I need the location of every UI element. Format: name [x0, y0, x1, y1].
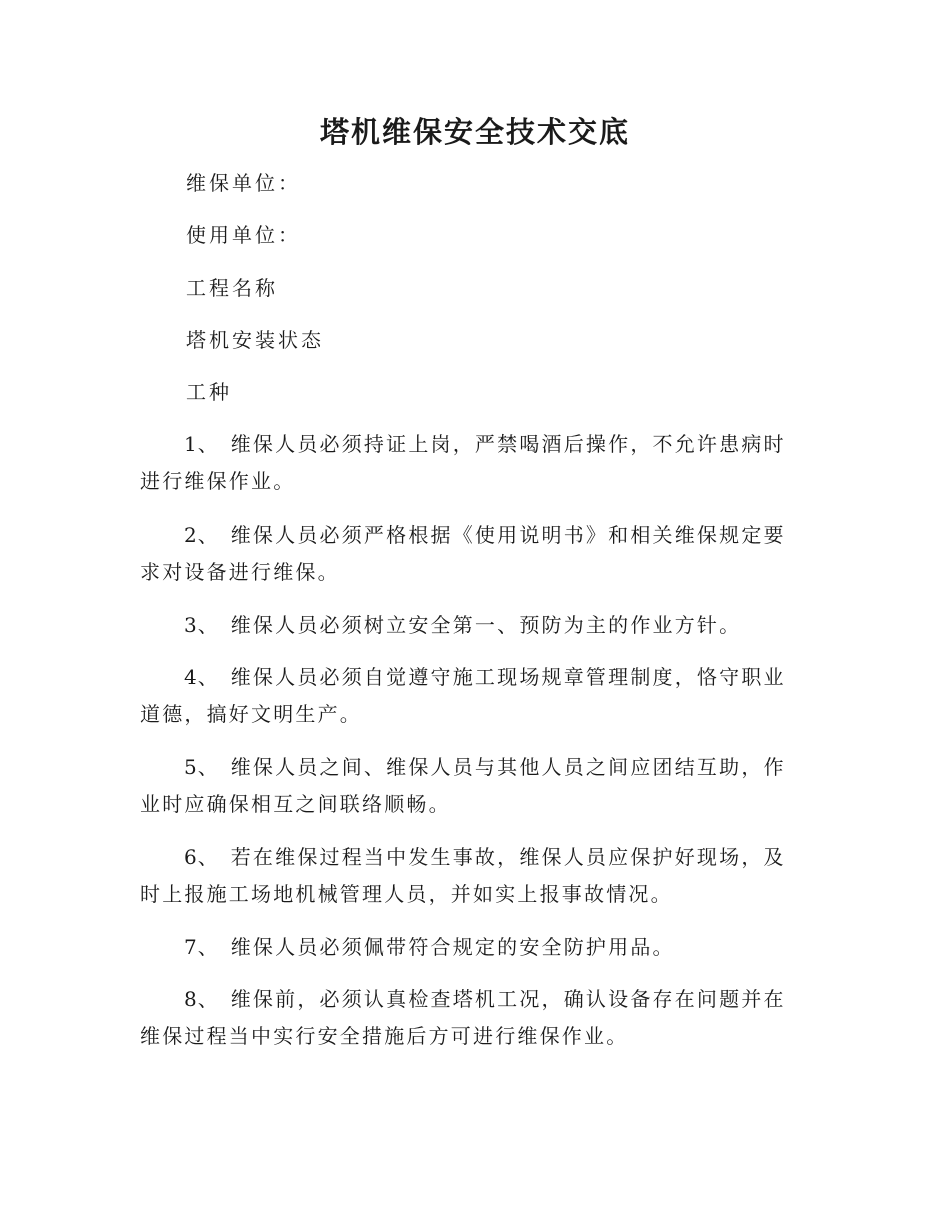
clause-number: 4、 [184, 665, 219, 689]
clause-item [140, 607, 796, 644]
clause-text: 维保人员必须自觉遵守施工现场规章管理制度，恪守职业道德，搞好文明生产。 [140, 665, 786, 726]
clause-text: 维保人员必须佩带符合规定的安全防护用品。 [230, 935, 675, 959]
clause-item [140, 426, 796, 500]
clause-item [140, 749, 796, 823]
clause-item [140, 659, 796, 733]
field-maintenance-unit: 维保单位： [186, 171, 301, 195]
clause-number: 3、 [184, 613, 219, 637]
clause-number: 2、 [184, 523, 219, 547]
field-crane-install-status: 塔机安装状态 [186, 328, 324, 352]
clause-number: 8、 [184, 987, 219, 1011]
clause-text: 维保前，必须认真检查塔机工况，确认设备存在问题并在维保过程当中实行安全措施后方可进行维保作业。 [140, 987, 786, 1048]
clause-number: 1、 [184, 432, 219, 456]
clause-item [140, 517, 796, 591]
clause-text: 若在维保过程当中发生事故，维保人员应保护好现场，及时上报施工场地机械管理人员，并如实上报事故情况。 [140, 845, 786, 906]
field-work-type: 工种 [186, 380, 232, 404]
clause-number: 6、 [184, 845, 219, 869]
clause-item [140, 929, 796, 966]
document-title: 塔机维保安全技术交底 [319, 115, 630, 149]
clause-number: 5、 [184, 755, 219, 779]
clause-item [140, 981, 796, 1055]
clause-text: 维保人员必须严格根据《使用说明书》和相关维保规定要求对设备进行维保。 [140, 523, 786, 584]
field-user-unit: 使用单位： [186, 223, 301, 247]
clause-number: 7、 [184, 935, 219, 959]
clause-text: 维保人员之间、维保人员与其他人员之间应团结互助，作业时应确保相互之间联络顺畅。 [140, 755, 786, 816]
clause-text: 维保人员必须树立安全第一、预防为主的作业方针。 [230, 613, 742, 637]
field-project-name: 工程名称 [186, 276, 278, 300]
clause-text: 维保人员必须持证上岗，严禁喝酒后操作，不允许患病时进行维保作业。 [140, 432, 786, 493]
clause-item [140, 839, 796, 913]
